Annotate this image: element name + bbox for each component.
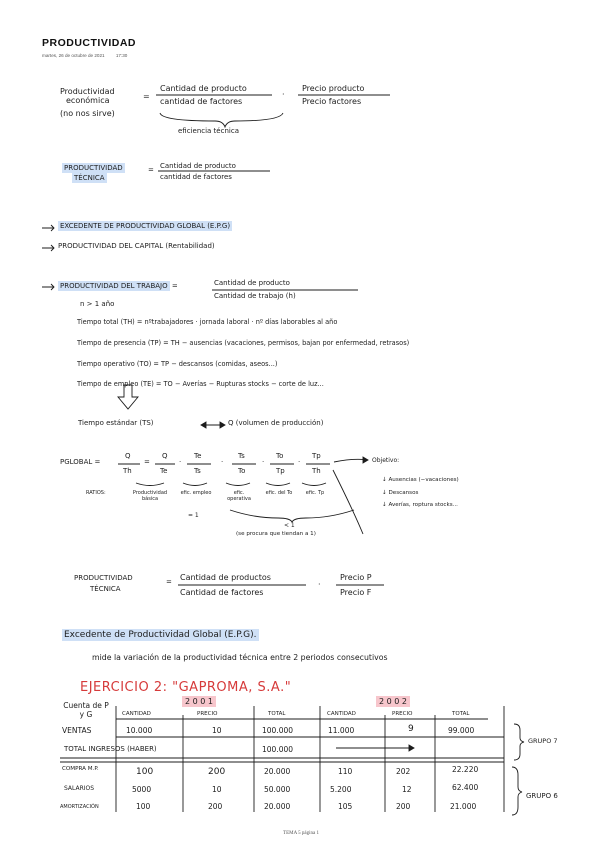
frac-tp: Tp: [276, 467, 285, 475]
table-cell: 10: [212, 726, 222, 735]
table-cell: 100: [136, 802, 151, 811]
table-cell: 21.000: [450, 802, 477, 811]
col-header: PRECIO: [392, 711, 413, 717]
table-cell: 200: [208, 767, 226, 777]
objective-item: ↓ Averías, roptura stocks...: [382, 502, 458, 508]
objective-item: ↓ Ausencias (−vacaciones): [382, 477, 459, 483]
label-line: TÉCNICA: [90, 585, 121, 593]
label-line: TÉCNICA: [74, 174, 105, 182]
table-cell: 22.220: [452, 765, 479, 774]
epg-item: [58, 222, 232, 230]
ratio-operativa: efic. operativa: [227, 490, 251, 502]
table-cell: 105: [338, 802, 353, 811]
trabajo-text: PRODUCTIVIDAD DEL TRABAJO: [60, 282, 168, 290]
trabajo-numerator: Cantidad de producto: [214, 279, 290, 287]
date-text: martes, 26 de octubre de 2021: [42, 53, 105, 58]
year-text: 2 0 0 1: [182, 696, 216, 707]
tec2-price-den: Precio F: [340, 588, 372, 597]
econ-price-den: Precio factores: [302, 97, 362, 106]
frac-ts2: Ts: [238, 452, 245, 460]
table-cell: 12: [402, 785, 412, 794]
row-label: TOTAL INGRESOS (HABER): [64, 745, 157, 753]
row-label: COMPRA M.P.: [62, 766, 99, 772]
label-line: económica: [66, 96, 110, 105]
table-cell: 100: [136, 767, 154, 777]
dot-sign: ·: [318, 580, 321, 589]
tec-denominator: cantidad de factores: [160, 173, 232, 181]
trabajo-period: n > 1 año: [80, 300, 115, 308]
tec2-denominator: Cantidad de factores: [180, 588, 264, 597]
capital-item: PRODUCTIVIDAD DEL CAPITAL (Rentabilidad): [58, 242, 215, 250]
table-cell: 9: [408, 724, 414, 734]
ratio-to: efic. del To: [265, 490, 293, 496]
time-text: 17:30: [115, 53, 128, 58]
econ-denominator: cantidad de factores: [160, 97, 243, 106]
volumen-produccion: Q (volumen de producción): [228, 419, 324, 427]
row-label: VENTAS: [62, 726, 92, 735]
year-text: 2 0 0 2: [376, 696, 410, 707]
table-cell: 5.200: [330, 785, 352, 794]
table-cell: 200: [396, 802, 411, 811]
objective-title: Objetivo:: [372, 457, 400, 464]
prod-tecnica2-label: [74, 574, 133, 593]
table-cell: 202: [396, 767, 411, 776]
group-7-label: GRUPO 7: [528, 737, 558, 745]
table-cell: 100.000: [262, 726, 294, 735]
table-cell: 62.400: [452, 783, 479, 792]
tiempo-operativo: Tiempo operativo (TO) = TP − descansos (comidas, aseos...): [77, 360, 278, 368]
dot-sign: ·: [179, 458, 182, 466]
table-cell: 11.000: [328, 726, 355, 735]
econ-price-num: Precio producto: [302, 84, 365, 93]
tec2-price-num: Precio P: [340, 573, 372, 582]
frac-th: Th: [123, 467, 132, 475]
row-label: SALARIOS: [64, 785, 95, 792]
frac-te: Te: [160, 467, 168, 475]
ratio-tp: efic. Tp: [305, 490, 325, 496]
table-cell: 20.000: [264, 767, 291, 776]
trabajo-label: PRODUCTIVIDAD DEL TRABAJO =: [60, 282, 178, 290]
table-cell: 110: [338, 767, 353, 776]
year-2001: [182, 697, 216, 706]
frac-to: To: [238, 467, 246, 475]
page-title: PRODUCTIVIDAD: [42, 37, 137, 49]
tend-note: (se procura que tiendan a 1): [236, 531, 316, 537]
equals-sign: =: [143, 92, 150, 101]
frac-q2: Q: [162, 452, 168, 460]
dot-sign: ·: [298, 458, 301, 466]
row-label: AMORTIZACIÓN: [60, 804, 99, 810]
tiempo-estandar: Tiempo estándar (TS): [78, 419, 154, 427]
objective-item: ↓ Descansos: [382, 490, 419, 496]
col-header: TOTAL: [268, 711, 286, 717]
col-header: CANTIDAD: [327, 711, 356, 717]
table-cell: 50.000: [264, 785, 291, 794]
tiempo-total: Tiempo total (TH) = nºtrabajadores · jornada laboral · nº días laborables al año: [77, 318, 338, 326]
ratio-basica: Productividad básica: [132, 490, 168, 502]
col-header: PRECIO: [197, 711, 218, 717]
table-cell: 10.000: [126, 726, 153, 735]
frac-q: Q: [125, 452, 131, 460]
table-cell: 20.000: [264, 802, 291, 811]
formula-lhs: PGLOBAL =: [60, 458, 101, 466]
frac-to2: To: [276, 452, 284, 460]
group-6-label: GRUPO 6: [526, 792, 558, 800]
tec2-numerator: Cantidad de productos: [180, 573, 271, 582]
equals-sign: =: [166, 578, 172, 586]
table-cell: 99.000: [448, 726, 475, 735]
table-cell: 200: [208, 802, 223, 811]
col-header: CANTIDAD: [122, 711, 151, 717]
frac-ts: Ts: [194, 467, 201, 475]
label-note: (no nos sirve): [60, 109, 115, 118]
econ-numerator: Cantidad de producto: [160, 84, 247, 93]
tiempo-empleo: Tiempo de empleo (TE) = TO − Averías − Rupturas stocks − corte de luz...: [77, 380, 324, 388]
dot-sign: ·: [221, 458, 224, 466]
epg-heading: [62, 630, 259, 640]
frac-tp2: Tp: [312, 452, 321, 460]
dot-sign: ·: [282, 90, 285, 99]
brace-label: eficiencia técnica: [178, 127, 239, 135]
page-footer: TEMA 5 página 1: [283, 831, 319, 836]
epg-text: EXCEDENTE DE PRODUCTIVIDAD GLOBAL (E.P.G): [60, 222, 231, 230]
frac-te2: Te: [194, 452, 202, 460]
trabajo-denominator: Cantidad de trabajo (h): [214, 292, 296, 300]
label-line: Productividad: [60, 87, 115, 96]
prod-tecnica-label: [62, 163, 125, 183]
col-header: TOTAL: [452, 711, 470, 717]
ratio-empleo: efic. empleo: [180, 490, 212, 496]
exercise-title: EJERCICIO 2: "GAPROMA, S.A.": [80, 680, 292, 695]
eq-one: = 1: [188, 512, 199, 519]
table-cell: 5000: [132, 785, 152, 794]
label-line: PRODUCTIVIDAD: [74, 574, 133, 582]
tec-numerator: Cantidad de producto: [160, 162, 236, 170]
equals-sign: =: [144, 458, 150, 466]
frac-th2: Th: [312, 467, 321, 475]
lt-one: < 1: [284, 522, 295, 529]
epg-heading-text: Excedente de Productividad Global (E.P.G).: [64, 630, 257, 640]
epg-description: mide la variación de la productividad técnica entre 2 periodos consecutivos: [92, 653, 388, 662]
equals-sign: =: [148, 166, 154, 174]
table-corner: Cuenta de P y G: [63, 701, 109, 719]
label-line: PRODUCTIVIDAD: [64, 164, 123, 172]
dot-sign: ·: [262, 458, 265, 466]
prod-economica-label: [60, 87, 115, 118]
table-cell: 10: [212, 785, 222, 794]
year-2002: [376, 697, 410, 706]
tiempo-presencia: Tiempo de presencia (TP) = TH − ausencias (vacaciones, permisos, bajan por enfermedad, retrasos): [77, 339, 410, 347]
table-cell: 100.000: [262, 745, 294, 754]
ratios-label: RATIOS:: [86, 490, 106, 496]
